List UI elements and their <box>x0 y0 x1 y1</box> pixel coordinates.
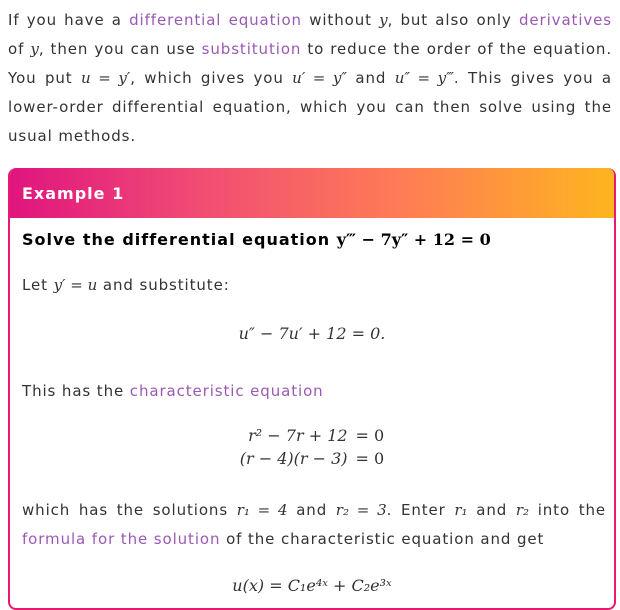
let-rest-text: and substitute: <box>102 276 230 294</box>
char-eq-row <box>236 447 388 470</box>
sol-text: . Enter <box>386 501 446 519</box>
final-equation: u(x) = C₁e⁴ˣ + C₂e³ˣ <box>232 576 392 595</box>
char-eq-rhs: = 0 <box>355 426 385 445</box>
sol-text: into the <box>537 501 607 519</box>
characteristic-equations <box>10 424 614 470</box>
intro-text: , but also only <box>387 11 512 29</box>
math-eq: u = y′ <box>81 69 131 87</box>
title-equation: y‴ − 7y″ + 12 = 0 <box>336 230 491 249</box>
char-text: This has the <box>22 382 125 400</box>
let-equation: y′ = u <box>53 276 98 294</box>
char-eq-lhs: (r − 4)(r − 3) <box>239 449 348 468</box>
intro-text: to reduce the order of the equation. You put <box>8 40 612 87</box>
char-eq-rhs: = 0 <box>355 449 385 468</box>
root-1-var: r₁ <box>454 501 468 519</box>
characteristic-line <box>22 382 324 400</box>
substituted-equation: u″ − 7u′ + 12 = 0. <box>238 324 386 343</box>
differential-equation-link[interactable]: differential equation <box>129 11 302 29</box>
math-eq: u″ = y‴ <box>394 69 454 87</box>
intro-text: , which gives you <box>130 69 284 87</box>
characteristic-equation-link[interactable]: characteristic equation <box>129 382 324 400</box>
root-2-var: r₂ <box>515 501 530 519</box>
char-eq-lhs: r² − 7r + 12 <box>248 426 348 445</box>
example-header: Example 1 <box>10 168 614 218</box>
title-text: Solve the differential equation <box>22 230 331 249</box>
intro-text: and <box>355 69 387 87</box>
let-text: Let <box>22 276 48 294</box>
sol-text: and <box>296 501 328 519</box>
intro-text: If you have a <box>8 11 122 29</box>
intro-text: , then you can use <box>38 40 196 58</box>
intro-text: without <box>309 11 372 29</box>
math-var: y <box>30 40 39 58</box>
intro-paragraph <box>8 6 612 151</box>
sol-text: of the characteristic equation and get <box>226 530 545 548</box>
math-var: y <box>379 11 388 29</box>
intro-text: of <box>8 40 25 58</box>
root-1: r₁ = 4 <box>236 501 288 519</box>
let-line <box>22 276 230 294</box>
char-eq-row <box>236 424 388 447</box>
root-2: r₂ = 3 <box>335 501 387 519</box>
derivatives-link[interactable]: derivatives <box>519 11 613 29</box>
intro-text: . This gives you a lower-order differential equation, which you can then solve using the usual methods. <box>8 69 613 145</box>
sol-text: which has the solutions <box>22 501 229 519</box>
example-title <box>22 230 491 249</box>
solution-paragraph <box>22 496 606 554</box>
substitution-link[interactable]: substitution <box>201 40 302 58</box>
math-eq: u′ = y″ <box>292 69 347 87</box>
example-card <box>8 168 616 610</box>
sol-text: and <box>476 501 508 519</box>
solution-formula-link[interactable]: formula for the solution <box>22 530 221 548</box>
